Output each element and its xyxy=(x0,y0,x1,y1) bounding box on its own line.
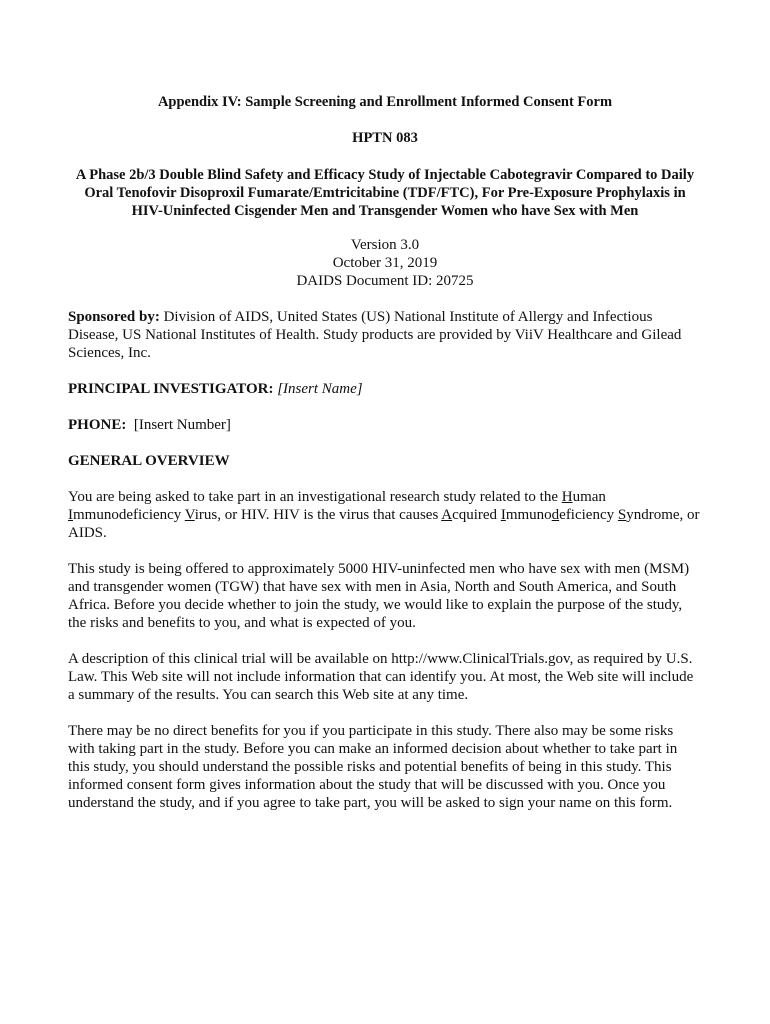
sponsor-paragraph xyxy=(68,308,702,362)
overview-paragraph-2: This study is being offered to approximately 5000 HIV-uninfected men who have sex with men (MSM) and transgender women (TGW) that have sex with men in Asia, North and South America, and South Africa. Before you decide whether to join the study, we would like to explain the purpose of the study, the risks and benefits to you, and what is expected of you. xyxy=(68,561,690,631)
p1-text-6: mmuno xyxy=(505,507,552,523)
p1-text-7: eficiency xyxy=(559,507,618,523)
protocol-number: HPTN 083 xyxy=(352,130,418,146)
p1-text-2: uman xyxy=(572,489,606,505)
date-line: October 31, 2019 xyxy=(332,255,438,271)
p1-text-1: You are being asked to take part in an investigational research study related to the xyxy=(68,489,562,505)
daids-id-line: DAIDS Document ID: 20725 xyxy=(296,273,474,289)
p1-text-8: yndrome, or AIDS. xyxy=(68,507,700,541)
p1-text-4: irus, or HIV. HIV is the virus that causes xyxy=(194,507,442,523)
appendix-title: Appendix IV: Sample Screening and Enrollment Informed Consent Form xyxy=(157,94,613,110)
p1-underline-v: V xyxy=(184,507,195,523)
phone-value: [Insert Number] xyxy=(133,417,231,433)
sponsor-label: Sponsored by: xyxy=(68,309,160,325)
p1-text-3: mmunodeficiency xyxy=(73,507,185,523)
general-overview-heading: GENERAL OVERVIEW xyxy=(68,453,230,469)
overview-paragraph-3: A description of this clinical trial will be available on http://www.ClinicalTrials.gov, as required by U.S. Law. This Web site will not include information that can identify you. At most, the Web site will include a summary of the results. You can search this Web site at any time. xyxy=(68,651,694,703)
p1-underline-i: I xyxy=(68,507,73,523)
pi-value: [Insert Name] xyxy=(277,381,363,397)
version-line: Version 3.0 xyxy=(350,237,420,253)
p1-underline-i2: I xyxy=(500,507,506,523)
principal-investigator xyxy=(68,380,702,398)
overview-paragraph-1 xyxy=(68,488,702,542)
sponsor-text: Division of AIDS, United States (US) National Institute of Allergy and Infectious Disease, US National Institutes of Health. Study products are provided by ViiV Healthcare and Gilead Sciences, Inc. xyxy=(68,309,682,361)
overview-paragraph-4: There may be no direct benefits for you if you participate in this study. There also may be some risks with taking part in the study. Before you can make an informed decision about whether to take part in this study, you should understand the possible risks and potential benefits of being in this study. This informed consent form gives information about the study that will be discussed with you. Once you understand the study, and if you agree to take part, you will be asked to sign your name on this form. xyxy=(68,723,678,811)
p1-underline-h: H xyxy=(561,489,573,505)
p1-text-5: cquired xyxy=(452,507,501,523)
pi-label: PRINCIPAL INVESTIGATOR: xyxy=(68,381,274,397)
p1-underline-d: d xyxy=(551,507,560,523)
version-block xyxy=(68,236,702,290)
p1-underline-a: A xyxy=(441,507,453,523)
phone-line xyxy=(68,416,702,434)
p1-underline-s: S xyxy=(617,507,627,523)
phone-label: PHONE: xyxy=(68,417,127,433)
study-title: A Phase 2b/3 Double Blind Safety and Efficacy Study of Injectable Cabotegravir Compared to Daily Oral Tenofovir Disoproxil Fumarate/Emtricitabine (TDF/FTC), For Pre-Exposure Prophylaxis in HIV-Uninfected Cisgender Men and Transgender Women who have Sex with Men xyxy=(75,167,695,219)
